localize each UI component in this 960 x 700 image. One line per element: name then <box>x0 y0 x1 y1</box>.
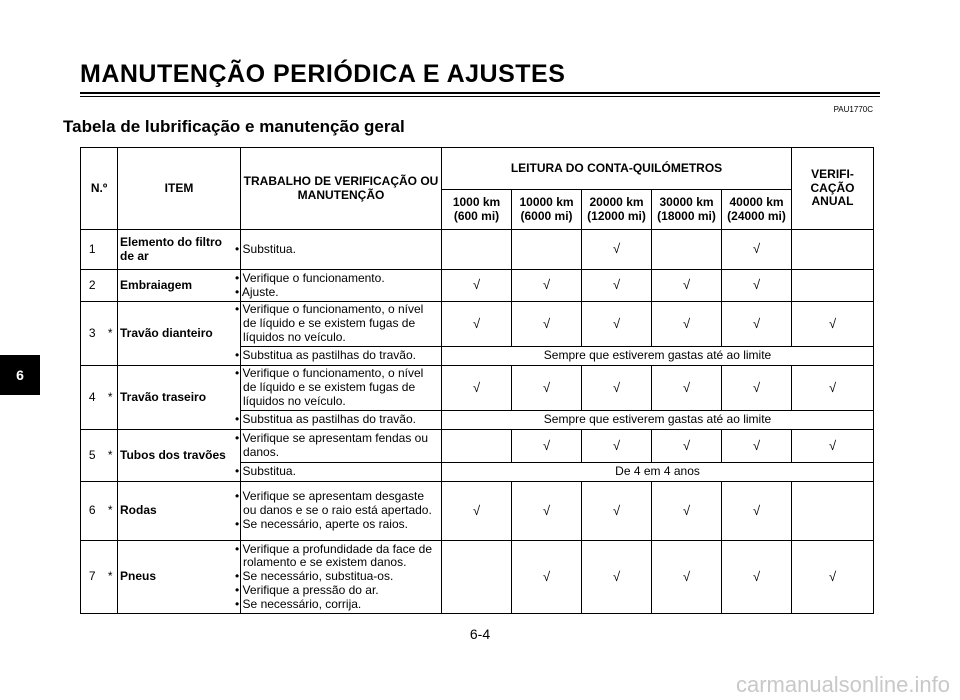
check-cell: √ <box>582 482 652 541</box>
row-number: 6 <box>81 482 104 541</box>
title-rule <box>80 92 880 94</box>
row-item: Embraiagem <box>118 270 241 302</box>
col-header-no: N.º <box>81 148 118 230</box>
table-row <box>81 541 874 614</box>
row-star: * <box>104 366 118 430</box>
col-header-10000km: 10000 km (6000 mi) <box>512 190 582 230</box>
row-star: * <box>104 430 118 482</box>
row-item: Rodas <box>118 482 241 541</box>
check-cell: √ <box>582 270 652 302</box>
row-number: 2 <box>81 270 104 302</box>
table-row <box>81 482 874 541</box>
col-header-annual: VERIFI-CAÇÃO ANUAL <box>792 148 874 230</box>
check-cell: √ <box>442 482 512 541</box>
check-cell: √ <box>722 366 792 411</box>
check-cell <box>792 270 874 302</box>
row-item: Tubos dos travões <box>118 430 241 482</box>
check-cell: √ <box>512 302 582 347</box>
check-cell: √ <box>582 230 652 270</box>
check-cell: √ <box>652 366 722 411</box>
check-cell <box>512 230 582 270</box>
check-cell: √ <box>442 302 512 347</box>
check-cell <box>442 230 512 270</box>
check-cell <box>652 230 722 270</box>
row-item: Travão dianteiro <box>118 302 241 366</box>
section-subtitle: Tabela de lubrificação e manutenção geral <box>63 117 405 136</box>
row-work: • Verifique se apresentam fendas ou danos. <box>241 430 442 463</box>
title-rule-thin <box>80 96 880 97</box>
check-cell: √ <box>582 366 652 411</box>
check-cell <box>792 482 874 541</box>
check-cell: √ <box>722 482 792 541</box>
row-work: • Substitua as pastilhas do travão. <box>241 347 442 366</box>
check-cell: √ <box>792 366 874 411</box>
table-row <box>81 430 874 463</box>
row-note: Sempre que estiverem gastas até ao limite <box>442 411 874 430</box>
row-work: • Verifique a profundidade da face de rolamento e se existem danos. • Se necessário, substitua-os. • Verifique a pressão do ar. • Se necessário, corrija. <box>241 541 442 614</box>
row-star <box>104 270 118 302</box>
document-code: PAU1770C <box>833 105 873 114</box>
check-cell: √ <box>722 302 792 347</box>
check-cell: √ <box>652 430 722 463</box>
check-cell: √ <box>512 541 582 614</box>
maintenance-table <box>80 147 874 614</box>
col-header-30000km: 30000 km (18000 mi) <box>652 190 722 230</box>
check-cell: √ <box>652 482 722 541</box>
col-header-20000km: 20000 km (12000 mi) <box>582 190 652 230</box>
check-cell: √ <box>652 541 722 614</box>
row-item: Travão traseiro <box>118 366 241 430</box>
check-cell: √ <box>792 430 874 463</box>
col-header-1000km: 1000 km (600 mi) <box>442 190 512 230</box>
row-number: 5 <box>81 430 104 482</box>
check-cell: √ <box>512 270 582 302</box>
row-item: Elemento do filtro de ar <box>118 230 241 270</box>
check-cell: √ <box>512 366 582 411</box>
row-note: Sempre que estiverem gastas até ao limite <box>442 347 874 366</box>
row-item: Pneus <box>118 541 241 614</box>
check-cell: √ <box>442 366 512 411</box>
row-star: * <box>104 541 118 614</box>
row-number: 7 <box>81 541 104 614</box>
col-header-item: ITEM <box>118 148 241 230</box>
col-header-work: TRABALHO DE VERIFICAÇÃO OU MANUTENÇÃO <box>241 148 442 230</box>
watermark: carmanualsonline.info <box>735 672 950 697</box>
row-work: • Substitua. <box>241 230 442 270</box>
row-work: • Substitua. <box>241 463 442 482</box>
table-row <box>81 230 874 270</box>
check-cell: √ <box>512 430 582 463</box>
row-star: * <box>104 482 118 541</box>
row-number: 3 <box>81 302 104 366</box>
row-star <box>104 230 118 270</box>
check-cell <box>442 541 512 614</box>
page-number: 6-4 <box>469 626 491 642</box>
col-header-odometer: LEITURA DO CONTA-QUILÓMETROS <box>442 148 792 190</box>
check-cell: √ <box>582 302 652 347</box>
table-row <box>81 270 874 302</box>
row-work: • Verifique o funcionamento, o nível de líquido e se existem fugas de líquidos no veículo. <box>241 302 442 347</box>
check-cell: √ <box>582 430 652 463</box>
col-header-40000km: 40000 km (24000 mi) <box>722 190 792 230</box>
chapter-tab: 6 <box>0 355 40 395</box>
check-cell: √ <box>792 302 874 347</box>
check-cell: √ <box>652 302 722 347</box>
check-cell <box>442 430 512 463</box>
row-work: • Verifique o funcionamento, o nível de líquido e se existem fugas de líquidos no veículo. <box>241 366 442 411</box>
check-cell <box>792 230 874 270</box>
table-row <box>81 302 874 347</box>
row-work: • Verifique se apresentam desgaste ou danos e se o raio está apertado. • Se necessário, aperte os raios. <box>241 482 442 541</box>
check-cell: √ <box>512 482 582 541</box>
row-work: • Substitua as pastilhas do travão. <box>241 411 442 430</box>
check-cell: √ <box>652 270 722 302</box>
check-cell: √ <box>722 541 792 614</box>
row-note: De 4 em 4 anos <box>442 463 874 482</box>
check-cell: √ <box>722 430 792 463</box>
check-cell: √ <box>792 541 874 614</box>
check-cell: √ <box>722 270 792 302</box>
page-title: MANUTENÇÃO PERIÓDICA E AJUSTES <box>80 60 566 88</box>
row-star: * <box>104 302 118 366</box>
header-row <box>81 148 874 190</box>
row-number: 1 <box>81 230 104 270</box>
table-row <box>81 366 874 411</box>
check-cell: √ <box>582 541 652 614</box>
check-cell: √ <box>722 230 792 270</box>
row-number: 4 <box>81 366 104 430</box>
row-work: • Verifique o funcionamento. • Ajuste. <box>241 270 442 302</box>
check-cell: √ <box>442 270 512 302</box>
